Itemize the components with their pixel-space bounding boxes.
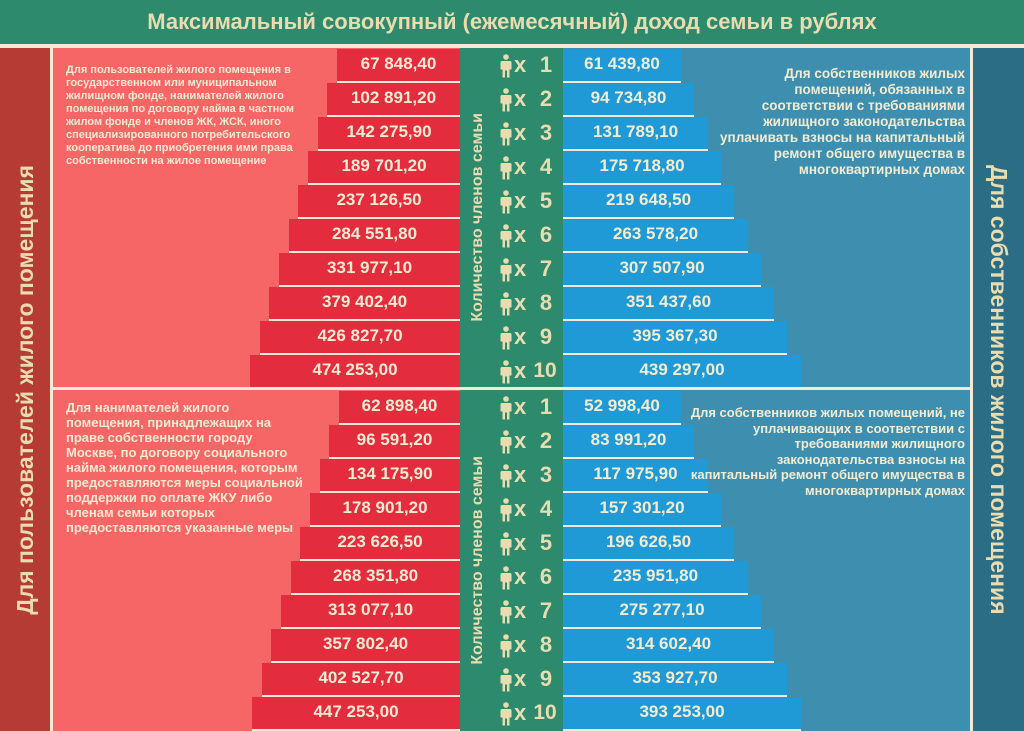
- page-title: Максимальный совокупный (ежемесячный) доход семьи в рублях: [147, 9, 877, 34]
- member-count-row: [496, 48, 563, 82]
- income-value-left: 96 591,20: [356, 430, 433, 449]
- income-value-left: 223 626,50: [337, 532, 423, 551]
- income-bar-right: [563, 629, 774, 663]
- members-count-label-text: Количество членов семьи: [469, 113, 486, 322]
- income-bar-right: [563, 49, 681, 83]
- income-value-left: 178 901,20: [342, 498, 428, 517]
- income-value-left: 313 077,10: [327, 600, 414, 619]
- income-bar-left: [279, 253, 460, 287]
- income-bar-left: [291, 561, 460, 595]
- income-value-left: 268 351,80: [332, 566, 419, 585]
- multiply-sign: x: [514, 564, 527, 589]
- member-count-row: [496, 354, 563, 388]
- income-value-right: 219 648,50: [605, 190, 692, 209]
- income-bar-right: [563, 527, 734, 561]
- member-count-row: [496, 184, 563, 218]
- income-value-right: 307 507,90: [619, 258, 705, 277]
- member-count-row: [496, 252, 563, 286]
- person-icon: [499, 190, 513, 214]
- income-value-left: 426 827,70: [317, 326, 403, 345]
- person-icon: [499, 292, 513, 316]
- income-value-right: 83 991,20: [590, 430, 667, 449]
- multiply-sign: x: [514, 700, 527, 725]
- person-icon: [499, 326, 513, 350]
- income-bar-right: [563, 493, 721, 527]
- income-bar-left: [281, 595, 460, 629]
- person-icon: [499, 430, 513, 454]
- income-value-right: 439 297,00: [639, 360, 725, 379]
- income-bar-right: [563, 425, 694, 459]
- member-count-row: [496, 320, 563, 354]
- income-bar-left: [271, 629, 460, 663]
- member-count-row: [496, 560, 563, 594]
- multiply-sign: x: [514, 324, 527, 349]
- multiply-sign: x: [514, 530, 527, 555]
- member-count: 6: [539, 564, 553, 589]
- income-bar-right: [563, 663, 787, 697]
- multiply-sign: x: [514, 52, 527, 77]
- person-icon: [499, 360, 513, 384]
- income-value-right: 395 367,30: [632, 326, 718, 345]
- person-icon: [499, 702, 513, 726]
- income-value-left: 402 527,70: [318, 668, 404, 687]
- left-side-banner: [0, 48, 50, 731]
- member-count-row: [496, 628, 563, 662]
- member-count-row: [496, 594, 563, 628]
- member-count-row: [496, 696, 563, 730]
- person-icon: [499, 156, 513, 180]
- income-bar-left: [318, 117, 460, 151]
- member-count: 2: [539, 86, 553, 111]
- member-count-row: [496, 458, 563, 492]
- income-value-left: 284 551,80: [331, 224, 418, 243]
- member-count: 6: [539, 222, 553, 247]
- member-count: 5: [539, 188, 553, 213]
- person-icon: [499, 668, 513, 692]
- income-bar-left: [339, 391, 460, 425]
- income-bar-left: [329, 425, 460, 459]
- member-count: 9: [539, 666, 553, 691]
- member-count-row: [496, 218, 563, 252]
- member-count: 2: [539, 428, 553, 453]
- member-count-row: [496, 526, 563, 560]
- left-side-label: Для пользователей жилого помещения: [11, 164, 38, 615]
- income-bar-left: [310, 493, 460, 527]
- income-bar-left: [308, 151, 460, 185]
- member-count: 8: [539, 632, 553, 657]
- income-bar-right: [563, 321, 787, 355]
- multiply-sign: x: [514, 154, 527, 179]
- income-bar-left: [337, 49, 460, 83]
- income-value-left: 142 275,90: [346, 122, 432, 141]
- right-side-label: Для собственников жилого помещения: [986, 164, 1012, 615]
- person-icon: [499, 54, 513, 78]
- income-value-left: 474 253,00: [312, 360, 398, 379]
- income-value-right: 61 439,80: [584, 54, 660, 73]
- multiply-sign: x: [514, 188, 527, 213]
- income-value-right: 157 301,20: [599, 498, 685, 517]
- income-value-right: 131 789,10: [592, 122, 679, 141]
- multiply-sign: x: [514, 462, 527, 487]
- multiply-sign: x: [514, 428, 527, 453]
- member-count: 10: [533, 701, 557, 724]
- person-icon: [499, 122, 513, 146]
- person-icon: [499, 600, 513, 624]
- income-bar-right: [563, 151, 721, 185]
- member-count-row: [496, 390, 563, 424]
- income-bar-left: [252, 697, 460, 731]
- income-bar-left: [250, 355, 460, 389]
- member-count-row: [496, 150, 563, 184]
- income-value-right: 393 253,00: [639, 702, 725, 721]
- income-bar-right: [563, 459, 708, 493]
- income-value-left: 62 898,40: [361, 396, 438, 415]
- person-icon: [499, 224, 513, 248]
- member-count-row: [496, 116, 563, 150]
- income-value-right: 351 437,60: [625, 292, 712, 311]
- multiply-sign: x: [514, 120, 527, 145]
- multiply-sign: x: [514, 598, 527, 623]
- income-bar-right: [563, 83, 694, 117]
- multiply-sign: x: [514, 496, 527, 521]
- income-bar-right: [563, 595, 761, 629]
- income-bar-right: [563, 355, 801, 389]
- income-bar-right: [563, 185, 734, 219]
- income-bar-left: [262, 663, 460, 697]
- member-count: 10: [533, 359, 557, 382]
- members-count-label: [460, 390, 496, 731]
- person-icon: [499, 88, 513, 112]
- person-icon: [499, 566, 513, 590]
- income-value-left: 189 701,20: [341, 156, 427, 175]
- person-icon: [499, 258, 513, 282]
- income-value-right: 196 626,50: [605, 532, 692, 551]
- income-bar-right: [563, 391, 681, 425]
- person-icon: [499, 464, 513, 488]
- multiply-sign: x: [514, 256, 527, 281]
- multiply-sign: x: [514, 632, 527, 657]
- right-description: Для собственников жилых помещений, обязанных в соответствии с требованиями жилищного законодательства уплачивать взносы на капитальный ремонт общего имущества в многоквартирных домах: [720, 66, 965, 177]
- income-bar-left: [327, 83, 460, 117]
- income-value-left: 357 802,40: [322, 634, 409, 653]
- multiply-sign: x: [514, 666, 527, 691]
- member-count-row: [496, 662, 563, 696]
- income-bar-left: [298, 185, 460, 219]
- member-count-row: [496, 82, 563, 116]
- income-value-right: 175 718,80: [599, 156, 685, 175]
- income-bar-left: [320, 459, 460, 493]
- member-count: 9: [539, 324, 553, 349]
- income-bar-right: [563, 117, 708, 151]
- income-value-left: 237 126,50: [336, 190, 422, 209]
- person-icon: [499, 498, 513, 522]
- income-bar-right: [563, 287, 774, 321]
- income-bar-right: [563, 561, 748, 595]
- member-count-row: [496, 492, 563, 526]
- income-value-left: 102 891,20: [350, 88, 437, 107]
- member-count: 7: [539, 256, 553, 281]
- member-count: 7: [539, 598, 553, 623]
- person-icon: [499, 634, 513, 658]
- section-divider: [53, 387, 970, 390]
- person-icon: [499, 532, 513, 556]
- income-value-right: 52 998,40: [584, 396, 660, 415]
- income-value-right: 275 277,10: [619, 600, 705, 619]
- member-count: 3: [539, 462, 553, 487]
- header: [0, 0, 1024, 44]
- income-value-left: 331 977,10: [326, 258, 413, 277]
- multiply-sign: x: [514, 394, 527, 419]
- member-count: 5: [539, 530, 553, 555]
- person-icon: [499, 396, 513, 420]
- income-value-right: 235 951,80: [612, 566, 699, 585]
- income-bar-left: [300, 527, 460, 561]
- multiply-sign: x: [514, 358, 527, 383]
- income-bar-left: [269, 287, 460, 321]
- member-count-row: [496, 424, 563, 458]
- member-count: 1: [539, 52, 553, 77]
- income-value-left: 379 402,40: [321, 292, 408, 311]
- member-count: 4: [539, 496, 553, 521]
- right-side-banner: [973, 48, 1024, 731]
- member-count: 3: [539, 120, 553, 145]
- right-description: Для собственников жилых помещений, не уплачивающих в соответствии с требованиями жилищного законодательства взносы на капитальный ремонт общего имущества в многоквартирных домах: [690, 405, 965, 498]
- income-bar-left: [260, 321, 460, 355]
- income-value-left: 67 848,40: [360, 54, 437, 73]
- multiply-sign: x: [514, 290, 527, 315]
- income-bar-right: [563, 219, 748, 253]
- multiply-sign: x: [514, 222, 527, 247]
- income-value-right: 94 734,80: [590, 88, 667, 107]
- member-count: 1: [539, 394, 553, 419]
- income-bar-right: [563, 253, 761, 287]
- left-description: Для нанимателей жилого помещения, принадлежащих на праве собственности городу Москве, по договору социального найма жилого помещения, которым предоставляются меры социальной поддержки по оплате ЖКУ либо членам семьи которых предоставляются указанные меры: [66, 400, 303, 535]
- income-value-right: 353 927,70: [632, 668, 718, 687]
- member-count: 8: [539, 290, 553, 315]
- members-count-label-text: Количество членов семьи: [469, 456, 486, 665]
- income-bar-right: [563, 697, 801, 731]
- income-value-right: 314 602,40: [625, 634, 712, 653]
- income-value-left: 134 175,90: [347, 464, 433, 483]
- income-value-right: 117 975,90: [593, 464, 678, 483]
- member-count-row: [496, 286, 563, 320]
- members-count-label: [460, 48, 496, 387]
- income-value-left: 447 253,00: [313, 702, 399, 721]
- left-description: Для пользователей жилого помещения в государственном или муниципальном жилищном фонде, нанимателей жилого помещения по договору найма в частном жилом фонде и членов ЖК, ЖСК, иного специализированного потребительского кооператива до приобретения ими права собственности на жилое помещение: [66, 64, 294, 167]
- income-bar-left: [289, 219, 460, 253]
- income-value-right: 263 578,20: [612, 224, 699, 243]
- multiply-sign: x: [514, 86, 527, 111]
- member-count: 4: [539, 154, 553, 179]
